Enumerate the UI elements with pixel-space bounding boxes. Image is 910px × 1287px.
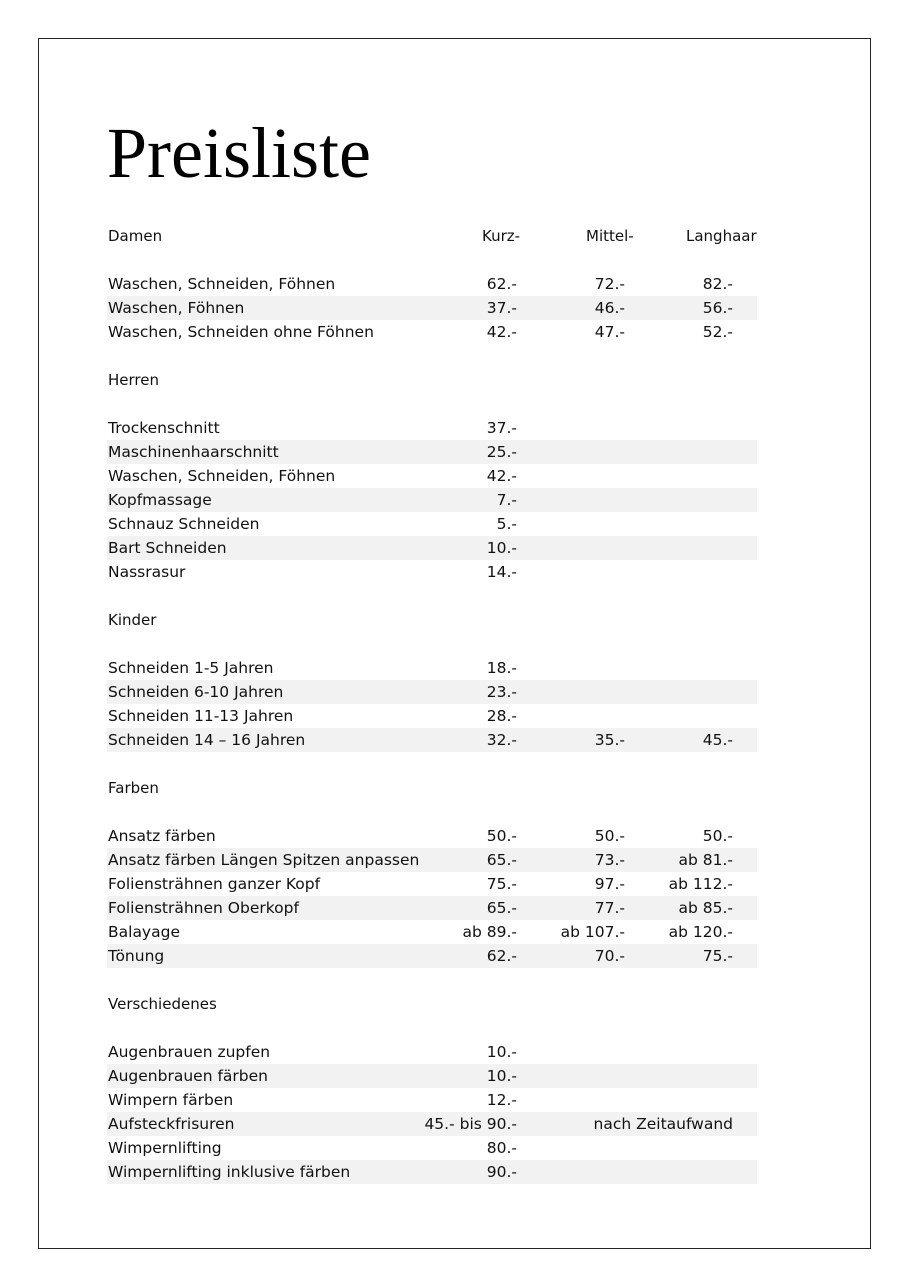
service-label: Schneiden 1-5 Jahren: [108, 659, 274, 677]
price-row: [107, 848, 757, 872]
service-label: Augenbrauen färben: [108, 1067, 268, 1085]
service-label: Augenbrauen zupfen: [108, 1043, 271, 1061]
price-row: [107, 872, 757, 896]
price-kurz: 12.-: [486, 1091, 517, 1109]
price-kurz: 65.-: [486, 851, 517, 869]
price-note: nach Zeitaufwand: [593, 1115, 733, 1133]
section-header-damen: [107, 224, 757, 248]
price-row: [107, 464, 757, 488]
column-header-kurz: Kurz-: [482, 227, 521, 245]
price-langhaar: 45.-: [702, 731, 733, 749]
price-langhaar: 75.-: [702, 947, 733, 965]
price-mittel: 50.-: [594, 827, 625, 845]
price-row: [107, 944, 757, 968]
section-gap: [107, 392, 757, 416]
price-kurz: 10.-: [486, 1067, 517, 1085]
price-kurz: 10.-: [486, 539, 517, 557]
price-row: [107, 1040, 757, 1064]
price-row: [107, 680, 757, 704]
price-mittel: 70.-: [594, 947, 625, 965]
page-title: Preisliste: [107, 113, 371, 193]
price-kurz: 42.-: [486, 323, 517, 341]
price-row: [107, 1088, 757, 1112]
section-header-herren: [107, 368, 757, 392]
section-spacer: [107, 344, 757, 368]
price-row: [107, 296, 757, 320]
service-label: Kopfmassage: [108, 491, 212, 509]
service-label: Waschen, Schneiden, Föhnen: [108, 467, 336, 485]
price-kurz: 80.-: [486, 1139, 517, 1157]
section-title: Farben: [108, 779, 159, 797]
section-gap: [107, 800, 757, 824]
price-mittel: 97.-: [594, 875, 625, 893]
section-gap: [107, 632, 757, 656]
service-label: Maschinenhaarschnitt: [108, 443, 279, 461]
price-mittel: 73.-: [594, 851, 625, 869]
price-langhaar: ab 120.-: [668, 923, 733, 941]
price-mittel: 46.-: [594, 299, 625, 317]
price-row: [107, 728, 757, 752]
price-row: [107, 824, 757, 848]
price-kurz: 32.-: [486, 731, 517, 749]
price-kurz: 62.-: [486, 275, 517, 293]
price-row: [107, 1160, 757, 1184]
service-label: Balayage: [108, 923, 180, 941]
price-kurz: 25.-: [486, 443, 517, 461]
price-mittel: 72.-: [594, 275, 625, 293]
section-spacer: [107, 968, 757, 992]
price-langhaar: ab 112.-: [668, 875, 733, 893]
price-kurz: 62.-: [486, 947, 517, 965]
service-label: Nassrasur: [108, 563, 186, 581]
price-row: [107, 1136, 757, 1160]
service-label: Wimpernlifting: [108, 1139, 222, 1157]
price-row: [107, 272, 757, 296]
price-row: [107, 1064, 757, 1088]
price-row: [107, 488, 757, 512]
service-label: Wimpern färben: [108, 1091, 234, 1109]
service-label: Tönung: [108, 947, 165, 965]
price-list: [107, 224, 757, 1184]
service-label: Aufsteckfrisuren: [108, 1115, 235, 1133]
column-header-mittel: Mittel-: [586, 227, 634, 245]
service-label: Ansatz färben: [108, 827, 216, 845]
price-kurz: 45.- bis 90.-: [424, 1115, 517, 1133]
price-kurz: 65.-: [486, 899, 517, 917]
section-title: Herren: [108, 371, 159, 389]
service-label: Waschen, Föhnen: [108, 299, 245, 317]
section-gap: [107, 248, 757, 272]
price-kurz: 7.-: [496, 491, 517, 509]
price-row: [107, 440, 757, 464]
price-kurz: 18.-: [486, 659, 517, 677]
service-label: Schnauz Schneiden: [108, 515, 260, 533]
price-mittel: 47.-: [594, 323, 625, 341]
section-title: Damen: [108, 227, 163, 245]
price-row: [107, 920, 757, 944]
price-langhaar: 56.-: [702, 299, 733, 317]
section-title: Kinder: [108, 611, 157, 629]
price-langhaar: ab 85.-: [678, 899, 733, 917]
price-kurz: 50.-: [486, 827, 517, 845]
price-row: [107, 560, 757, 584]
price-langhaar: 82.-: [702, 275, 733, 293]
price-mittel: 35.-: [594, 731, 625, 749]
price-kurz: 28.-: [486, 707, 517, 725]
service-label: Schneiden 14 – 16 Jahren: [108, 731, 306, 749]
column-header-langhaar: Langhaar: [686, 227, 757, 245]
price-kurz: 37.-: [486, 299, 517, 317]
service-label: Trockenschnitt: [108, 419, 220, 437]
price-kurz: 5.-: [496, 515, 517, 533]
service-label: Waschen, Schneiden ohne Föhnen: [108, 323, 374, 341]
price-kurz: 10.-: [486, 1043, 517, 1061]
price-mittel: ab 107.-: [560, 923, 625, 941]
service-label: Ansatz färben Längen Spitzen anpassen: [108, 851, 420, 869]
price-kurz: 14.-: [486, 563, 517, 581]
price-row: [107, 1112, 757, 1136]
price-langhaar: 50.-: [702, 827, 733, 845]
section-spacer: [107, 584, 757, 608]
price-kurz: 75.-: [486, 875, 517, 893]
price-kurz: 42.-: [486, 467, 517, 485]
price-row: [107, 320, 757, 344]
service-label: Foliensträhnen Oberkopf: [108, 899, 299, 917]
service-label: Wimpernlifting inklusive färben: [108, 1163, 351, 1181]
price-row: [107, 536, 757, 560]
price-mittel: 77.-: [594, 899, 625, 917]
section-gap: [107, 1016, 757, 1040]
price-langhaar: 52.-: [702, 323, 733, 341]
section-header-verschiedenes: [107, 992, 757, 1016]
section-header-farben: [107, 776, 757, 800]
price-row: [107, 896, 757, 920]
price-kurz: 37.-: [486, 419, 517, 437]
price-kurz: 90.-: [486, 1163, 517, 1181]
price-row: [107, 704, 757, 728]
service-label: Bart Schneiden: [108, 539, 227, 557]
price-row: [107, 416, 757, 440]
section-header-kinder: [107, 608, 757, 632]
price-kurz: ab 89.-: [462, 923, 517, 941]
service-label: Schneiden 6-10 Jahren: [108, 683, 284, 701]
section-title: Verschiedenes: [108, 995, 217, 1013]
price-row: [107, 512, 757, 536]
price-kurz: 23.-: [486, 683, 517, 701]
service-label: Waschen, Schneiden, Föhnen: [108, 275, 336, 293]
service-label: Foliensträhnen ganzer Kopf: [108, 875, 321, 893]
section-spacer: [107, 752, 757, 776]
price-row: [107, 656, 757, 680]
service-label: Schneiden 11-13 Jahren: [108, 707, 294, 725]
price-langhaar: ab 81.-: [678, 851, 733, 869]
